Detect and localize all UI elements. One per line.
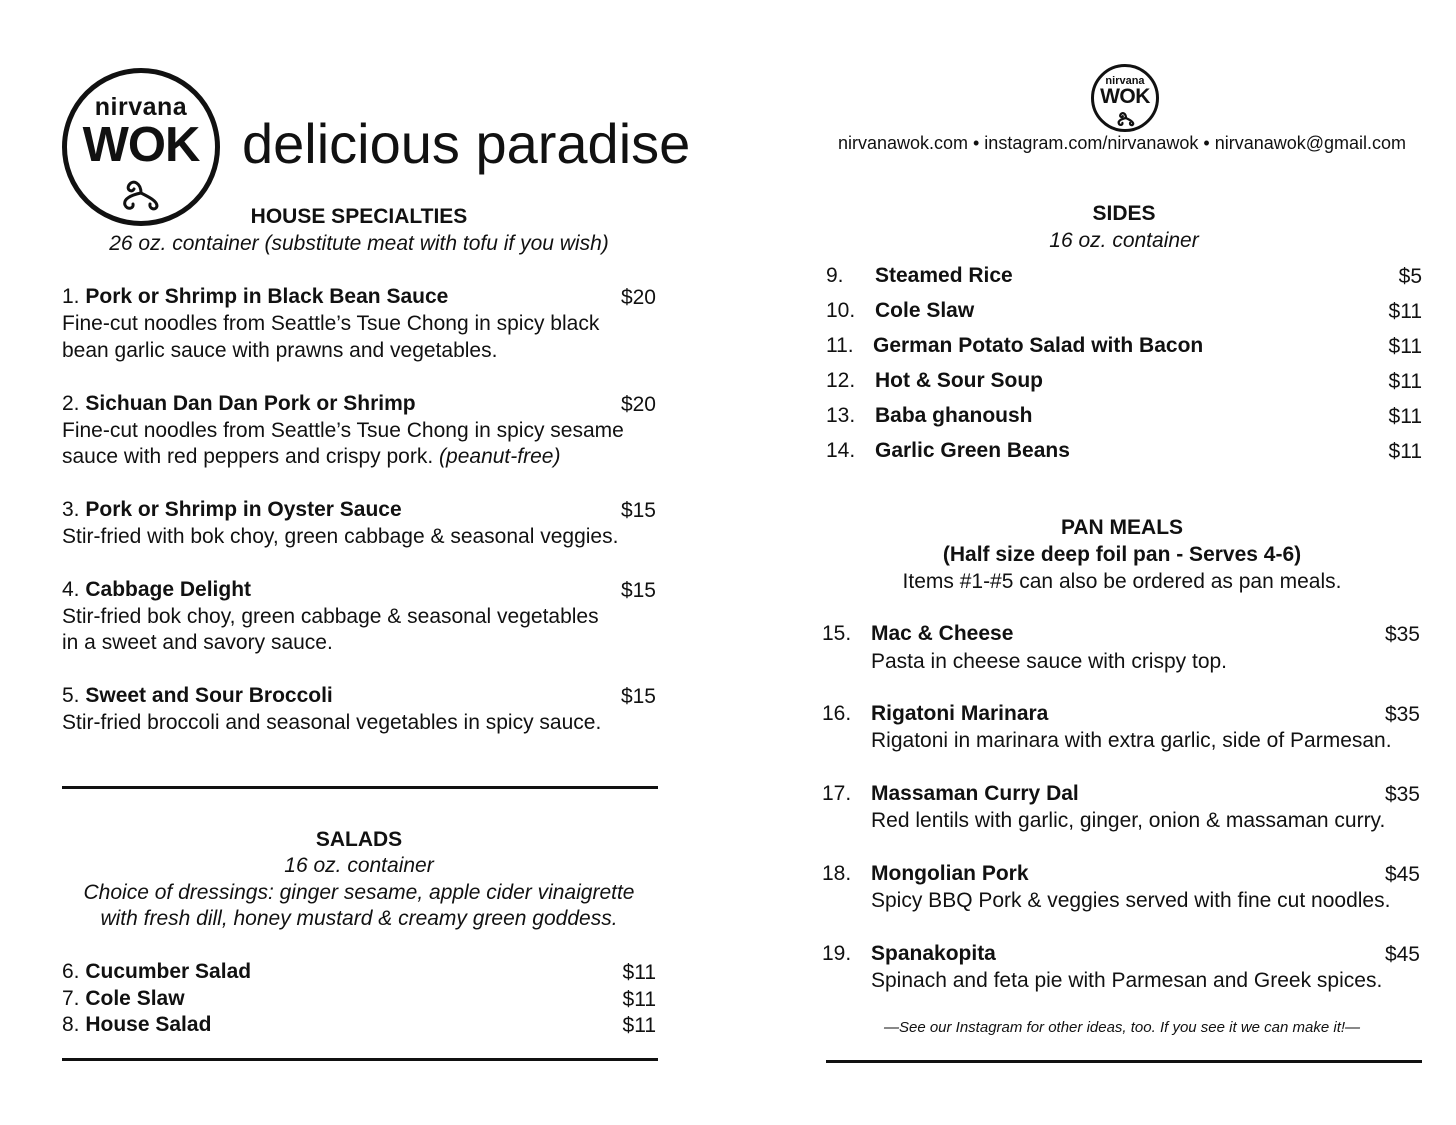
- pan-subtitle: (Half size deep foil pan - Serves 4-6): [942, 543, 1302, 566]
- item-price: $45: [1384, 943, 1420, 966]
- item-name: Cole Slaw: [875, 299, 975, 322]
- item-number: 4.: [62, 578, 80, 601]
- salads-title: SALADS: [315, 828, 403, 851]
- item-price: $11: [622, 1014, 656, 1037]
- item-number: 2.: [62, 392, 80, 415]
- item-description: Stir-fried bok choy, green cabbage & seasonal vegetables: [62, 605, 599, 628]
- item-price: $5: [1398, 265, 1422, 288]
- sides-subtitle: 16 oz. container: [1049, 229, 1199, 252]
- item-name: German Potato Salad with Bacon: [873, 334, 1204, 357]
- item-price: $35: [1384, 703, 1420, 726]
- item-number: 5.: [62, 684, 80, 707]
- item-description: bean garlic sauce with prawns and vegetables.: [62, 339, 498, 362]
- item-number: 6.: [62, 960, 80, 983]
- item-name: Baba ghanoush: [875, 404, 1033, 427]
- item-price: $20: [620, 286, 656, 309]
- item-price: $11: [622, 961, 656, 984]
- item-price: $35: [1384, 623, 1420, 646]
- item-description: Stir-fried with bok choy, green cabbage & seasonal veggies.: [62, 525, 619, 548]
- item-price: $11: [1388, 405, 1422, 428]
- item-number: 7.: [62, 987, 80, 1010]
- item-number: 14.: [826, 439, 856, 462]
- triskelion-icon: [1114, 109, 1138, 127]
- item-price: $11: [1388, 300, 1422, 323]
- item-name: Pork or Shrimp in Oyster Sauce: [85, 498, 402, 521]
- item-number: 11.: [826, 334, 854, 357]
- item-name: Sweet and Sour Broccoli: [85, 684, 333, 707]
- item-number: 10.: [826, 299, 856, 322]
- item-price: $11: [622, 988, 656, 1011]
- logo-small-word-wok: WOK: [1100, 85, 1150, 108]
- item-description: Stir-fried broccoli and seasonal vegetables in spicy sauce.: [62, 711, 602, 734]
- item-price: $15: [620, 499, 656, 522]
- item-description: Spicy BBQ Pork & veggies served with fine cut noodles.: [871, 889, 1391, 912]
- item-name: Sichuan Dan Dan Pork or Shrimp: [85, 392, 416, 415]
- item-name: Hot & Sour Soup: [875, 369, 1043, 392]
- item-price: $11: [1388, 370, 1422, 393]
- item-number: 13.: [826, 404, 856, 427]
- item-name: Garlic Green Beans: [875, 439, 1070, 462]
- tagline: delicious paradise: [242, 112, 691, 175]
- divider: [826, 1060, 1422, 1063]
- item-number: 8.: [62, 1013, 80, 1036]
- logo-small-word-nirvana: nirvana: [1105, 75, 1145, 87]
- item-name: Massaman Curry Dal: [871, 782, 1079, 805]
- item-name: Rigatoni Marinara: [871, 702, 1049, 725]
- item-description: Fine-cut noodles from Seattle’s Tsue Chong in spicy sesame: [62, 419, 624, 442]
- item-name: Spanakopita: [871, 942, 996, 965]
- house-subtitle: 26 oz. container (substitute meat with tofu if you wish): [109, 232, 609, 255]
- item-number: 3.: [62, 498, 80, 521]
- item-name: Mongolian Pork: [871, 862, 1029, 885]
- pan-title: PAN MEALS: [1060, 516, 1184, 539]
- item-description: Spinach and feta pie with Parmesan and Greek spices.: [871, 969, 1383, 992]
- item-price: $15: [620, 579, 656, 602]
- logo-small: [1091, 64, 1159, 132]
- house-title: HOUSE SPECIALTIES: [250, 205, 468, 228]
- sides-title: SIDES: [1092, 202, 1156, 225]
- item-name: Mac & Cheese: [871, 622, 1014, 645]
- item-name: Pork or Shrimp in Black Bean Sauce: [85, 285, 449, 308]
- logo-word-wok: WOK: [82, 118, 200, 172]
- item-price: $35: [1384, 783, 1420, 806]
- salads-subtitle: 16 oz. container: [284, 854, 434, 877]
- item-name: Cabbage Delight: [85, 578, 252, 601]
- item-description: Pasta in cheese sauce with crispy top.: [871, 650, 1228, 673]
- item-name: House Salad: [85, 1013, 212, 1036]
- footer-note: —See our Instagram for other ideas, too. If you see it we can make it!—: [883, 1019, 1361, 1036]
- item-name: Steamed Rice: [875, 264, 1013, 287]
- contact-line: nirvanawok.com • instagram.com/nirvanawok • nirvanawok@gmail.com: [837, 133, 1407, 153]
- item-name: Cole Slaw: [85, 987, 185, 1010]
- logo: [62, 68, 220, 226]
- item-allergen-note: (peanut-free): [439, 445, 561, 468]
- item-number: 18.: [822, 862, 852, 885]
- item-number: 12.: [826, 369, 856, 392]
- item-price: $11: [1388, 335, 1422, 358]
- item-description: Rigatoni in marinara with extra garlic, side of Parmesan.: [871, 729, 1392, 752]
- logo-word-nirvana: nirvana: [94, 93, 188, 121]
- item-number: 9.: [826, 264, 844, 287]
- item-price: $45: [1384, 863, 1420, 886]
- divider: [62, 786, 658, 789]
- item-price: $15: [620, 685, 656, 708]
- item-number: 16.: [822, 702, 852, 725]
- salads-dressings: with fresh dill, honey mustard & creamy green goddess.: [100, 907, 618, 930]
- item-number: 1.: [62, 285, 80, 308]
- item-price: $20: [620, 393, 656, 416]
- pan-note: Items #1-#5 can also be ordered as pan meals.: [902, 570, 1342, 593]
- salads-dressings: Choice of dressings: ginger sesame, apple cider vinaigrette: [83, 881, 635, 904]
- item-price: $11: [1388, 440, 1422, 463]
- item-number: 17.: [822, 782, 852, 805]
- divider: [62, 1058, 658, 1061]
- item-number: 19.: [822, 942, 852, 965]
- item-description: Red lentils with garlic, ginger, onion & massaman curry.: [871, 809, 1386, 832]
- item-description: in a sweet and savory sauce.: [62, 631, 333, 654]
- item-description: Fine-cut noodles from Seattle’s Tsue Chong in spicy black: [62, 312, 600, 335]
- item-description: sauce with red peppers and crispy pork.: [62, 445, 434, 468]
- item-name: Cucumber Salad: [85, 960, 252, 983]
- item-number: 15.: [822, 622, 852, 645]
